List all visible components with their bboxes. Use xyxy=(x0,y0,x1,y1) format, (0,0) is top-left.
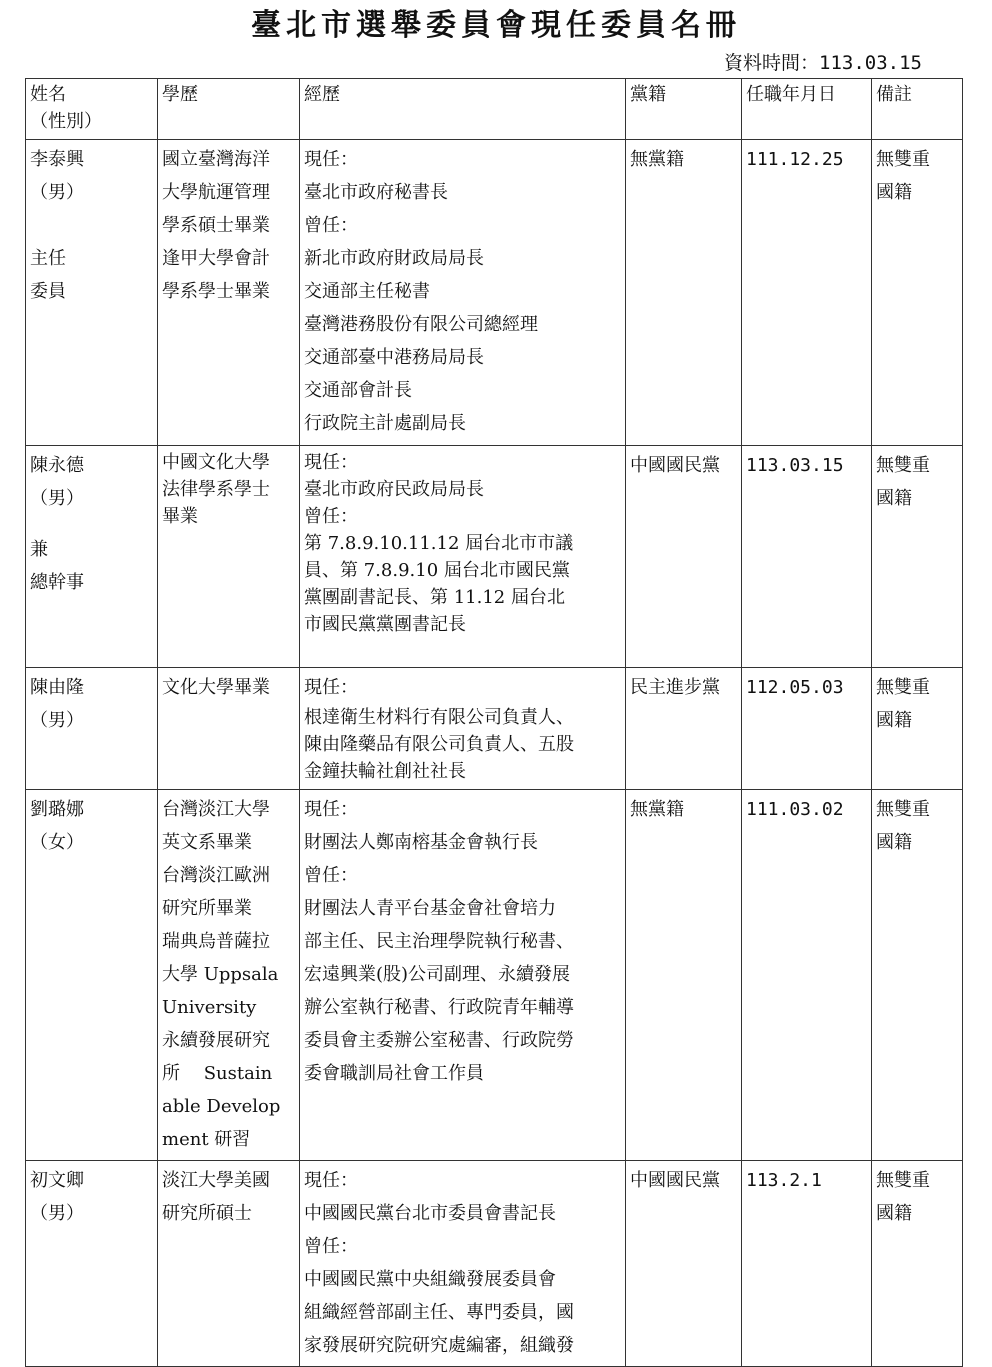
note-line: 國籍 xyxy=(876,182,912,203)
education-line: 文化大學畢業 xyxy=(162,677,270,698)
experience-line: 曾任： xyxy=(304,506,358,527)
experience-line: 臺北市政府秘書長 xyxy=(304,182,448,203)
experience-line: 現任： xyxy=(304,799,358,820)
experience-line: 財團法人鄭南榕基金會執行長 xyxy=(304,832,538,853)
header-education: 學歷 xyxy=(158,79,300,140)
experience-line: 交通部主任秘書 xyxy=(304,281,430,302)
note-line: 無雙重 xyxy=(876,149,930,170)
member-name: 陳永德 xyxy=(30,455,84,476)
experience-line: 中國國民黨中央組織發展委員會 xyxy=(304,1269,556,1290)
member-name-cell xyxy=(26,1161,158,1367)
member-note-cell xyxy=(872,140,963,446)
data-time: 資料時間：113.03.15 xyxy=(724,52,922,74)
education-line: University xyxy=(162,997,257,1018)
member-name-cell xyxy=(26,790,158,1161)
member-role: 兼 xyxy=(30,539,48,560)
member-party: 中國國民黨 xyxy=(626,1161,742,1367)
education-line: 研究所畢業 xyxy=(162,898,252,919)
education-line: 學系碩士畢業 xyxy=(162,215,270,236)
experience-line: 黨團副書記長、第 11.12 屆台北 xyxy=(304,587,565,608)
member-note-cell xyxy=(872,790,963,1161)
education-line: 瑞典烏普薩拉 xyxy=(162,931,270,952)
member-date: 112.05.03 xyxy=(742,668,872,790)
header-experience: 經歷 xyxy=(300,79,626,140)
experience-line: 現任： xyxy=(304,677,358,698)
experience-line: 臺灣港務股份有限公司總經理 xyxy=(304,314,538,335)
experience-line: 交通部會計長 xyxy=(304,380,412,401)
member-name-cell xyxy=(26,446,158,668)
table-row xyxy=(26,790,963,1161)
experience-line: 市國民黨黨團書記長 xyxy=(304,614,466,635)
member-experience-cell xyxy=(300,446,626,668)
header-party: 黨籍 xyxy=(626,79,742,140)
experience-line: 組織經營部副主任、專門委員，國 xyxy=(304,1302,574,1323)
note-line: 無雙重 xyxy=(876,1170,930,1191)
member-note-cell xyxy=(872,446,963,668)
member-experience-cell xyxy=(300,140,626,446)
member-role: 主任 xyxy=(30,248,66,269)
experience-line: 財團法人青平台基金會社會培力 xyxy=(304,898,556,919)
table-row xyxy=(26,668,963,790)
member-party: 民主進步黨 xyxy=(626,668,742,790)
member-experience-cell xyxy=(300,1161,626,1367)
education-line: 中國文化大學 xyxy=(162,452,270,473)
member-name-cell xyxy=(26,140,158,446)
member-date: 111.12.25 xyxy=(742,140,872,446)
education-line: 法律學系學士 xyxy=(162,479,270,500)
experience-line: 曾任： xyxy=(304,865,358,886)
note-line: 國籍 xyxy=(876,1203,912,1224)
note-line: 國籍 xyxy=(876,710,912,731)
member-name: 劉璐娜 xyxy=(30,799,84,820)
member-name: 初文卿 xyxy=(30,1170,84,1191)
member-gender: （女） xyxy=(30,832,84,853)
member-party: 無黨籍 xyxy=(626,140,742,446)
education-line: 英文系畢業 xyxy=(162,832,252,853)
note-line: 國籍 xyxy=(876,832,912,853)
member-role: 總幹事 xyxy=(30,572,84,593)
header-name xyxy=(26,79,158,140)
education-line: ment 研習 xyxy=(162,1129,251,1150)
member-name: 李泰興 xyxy=(30,149,84,170)
education-line: 國立臺灣海洋 xyxy=(162,149,270,170)
member-gender: （男） xyxy=(30,710,84,731)
header-name-label: 姓名 xyxy=(30,84,66,105)
member-date: 111.03.02 xyxy=(742,790,872,1161)
experience-line: 新北市政府財政局局長 xyxy=(304,248,484,269)
experience-line: 現任： xyxy=(304,1170,358,1191)
experience-line: 中國國民黨台北市委員會書記長 xyxy=(304,1203,556,1224)
header-gender-label: （性別） xyxy=(30,111,102,132)
experience-line: 金鐘扶輪社創社社長 xyxy=(304,761,466,782)
experience-line: 交通部臺中港務局局長 xyxy=(304,347,484,368)
header-date: 任職年月日 xyxy=(742,79,872,140)
member-experience-cell xyxy=(300,668,626,790)
member-education-cell xyxy=(158,1161,300,1367)
education-line: 所 Sustain xyxy=(162,1063,273,1084)
table-row xyxy=(26,446,963,668)
education-line: 研究所碩士 xyxy=(162,1203,252,1224)
education-line: 畢業 xyxy=(162,506,198,527)
experience-line: 員、第 7.8.9.10 屆台北市國民黨 xyxy=(304,560,570,581)
note-line: 國籍 xyxy=(876,488,912,509)
member-name-cell xyxy=(26,668,158,790)
education-line: 永續發展研究 xyxy=(162,1030,270,1051)
experience-line: 家發展研究院研究處編審，組織發 xyxy=(304,1335,574,1356)
table-row xyxy=(26,1161,963,1367)
experience-line: 現任： xyxy=(304,149,358,170)
member-party: 中國國民黨 xyxy=(626,446,742,668)
member-date: 113.2.1 xyxy=(742,1161,872,1367)
member-role: 委員 xyxy=(30,281,66,302)
experience-line: 第 7.8.9.10.11.12 屆台北市市議 xyxy=(304,533,574,554)
education-line: 逢甲大學會計 xyxy=(162,248,270,269)
member-party: 無黨籍 xyxy=(626,790,742,1161)
education-line: 台灣淡江歐洲 xyxy=(162,865,270,886)
member-education-cell xyxy=(158,140,300,446)
experience-line: 委會職訓局社會工作員 xyxy=(304,1063,484,1084)
member-gender: （男） xyxy=(30,1203,84,1224)
experience-line: 曾任： xyxy=(304,215,358,236)
table-header-row xyxy=(26,79,963,140)
member-gender: （男） xyxy=(30,182,84,203)
education-line: 大學航運管理 xyxy=(162,182,270,203)
education-line: 學系學士畢業 xyxy=(162,281,270,302)
member-experience-cell xyxy=(300,790,626,1161)
experience-line: 陳由隆藥品有限公司負責人、五股 xyxy=(304,734,574,755)
member-note-cell xyxy=(872,668,963,790)
table-row xyxy=(26,140,963,446)
document-title: 臺北市選舉委員會現任委員名冊 xyxy=(251,8,741,43)
member-education-cell xyxy=(158,790,300,1161)
note-line: 無雙重 xyxy=(876,677,930,698)
member-gender: （男） xyxy=(30,488,84,509)
experience-line: 部主任、民主治理學院執行秘書、 xyxy=(304,931,574,952)
member-name: 陳由隆 xyxy=(30,677,84,698)
experience-line: 現任： xyxy=(304,452,358,473)
member-education-cell xyxy=(158,668,300,790)
education-line: 台灣淡江大學 xyxy=(162,799,270,820)
experience-line: 宏遠興業(股)公司副理、永續發展 xyxy=(304,964,571,985)
experience-line: 委員會主委辦公室秘書、行政院勞 xyxy=(304,1030,574,1051)
experience-line: 辦公室執行秘書、行政院青年輔導 xyxy=(304,997,574,1018)
experience-line: 臺北市政府民政局局長 xyxy=(304,479,484,500)
experience-line: 根達衛生材料行有限公司負責人、 xyxy=(304,707,574,728)
header-note: 備註 xyxy=(872,79,963,140)
note-line: 無雙重 xyxy=(876,455,930,476)
member-education-cell xyxy=(158,446,300,668)
note-line: 無雙重 xyxy=(876,799,930,820)
member-note-cell xyxy=(872,1161,963,1367)
education-line: able Develop xyxy=(162,1096,281,1117)
education-line: 淡江大學美國 xyxy=(162,1170,270,1191)
experience-line: 曾任： xyxy=(304,1236,358,1257)
member-date: 113.03.15 xyxy=(742,446,872,668)
member-table xyxy=(25,78,963,1367)
experience-line: 行政院主計處副局長 xyxy=(304,413,466,434)
education-line: 大學 Uppsala xyxy=(162,964,279,985)
